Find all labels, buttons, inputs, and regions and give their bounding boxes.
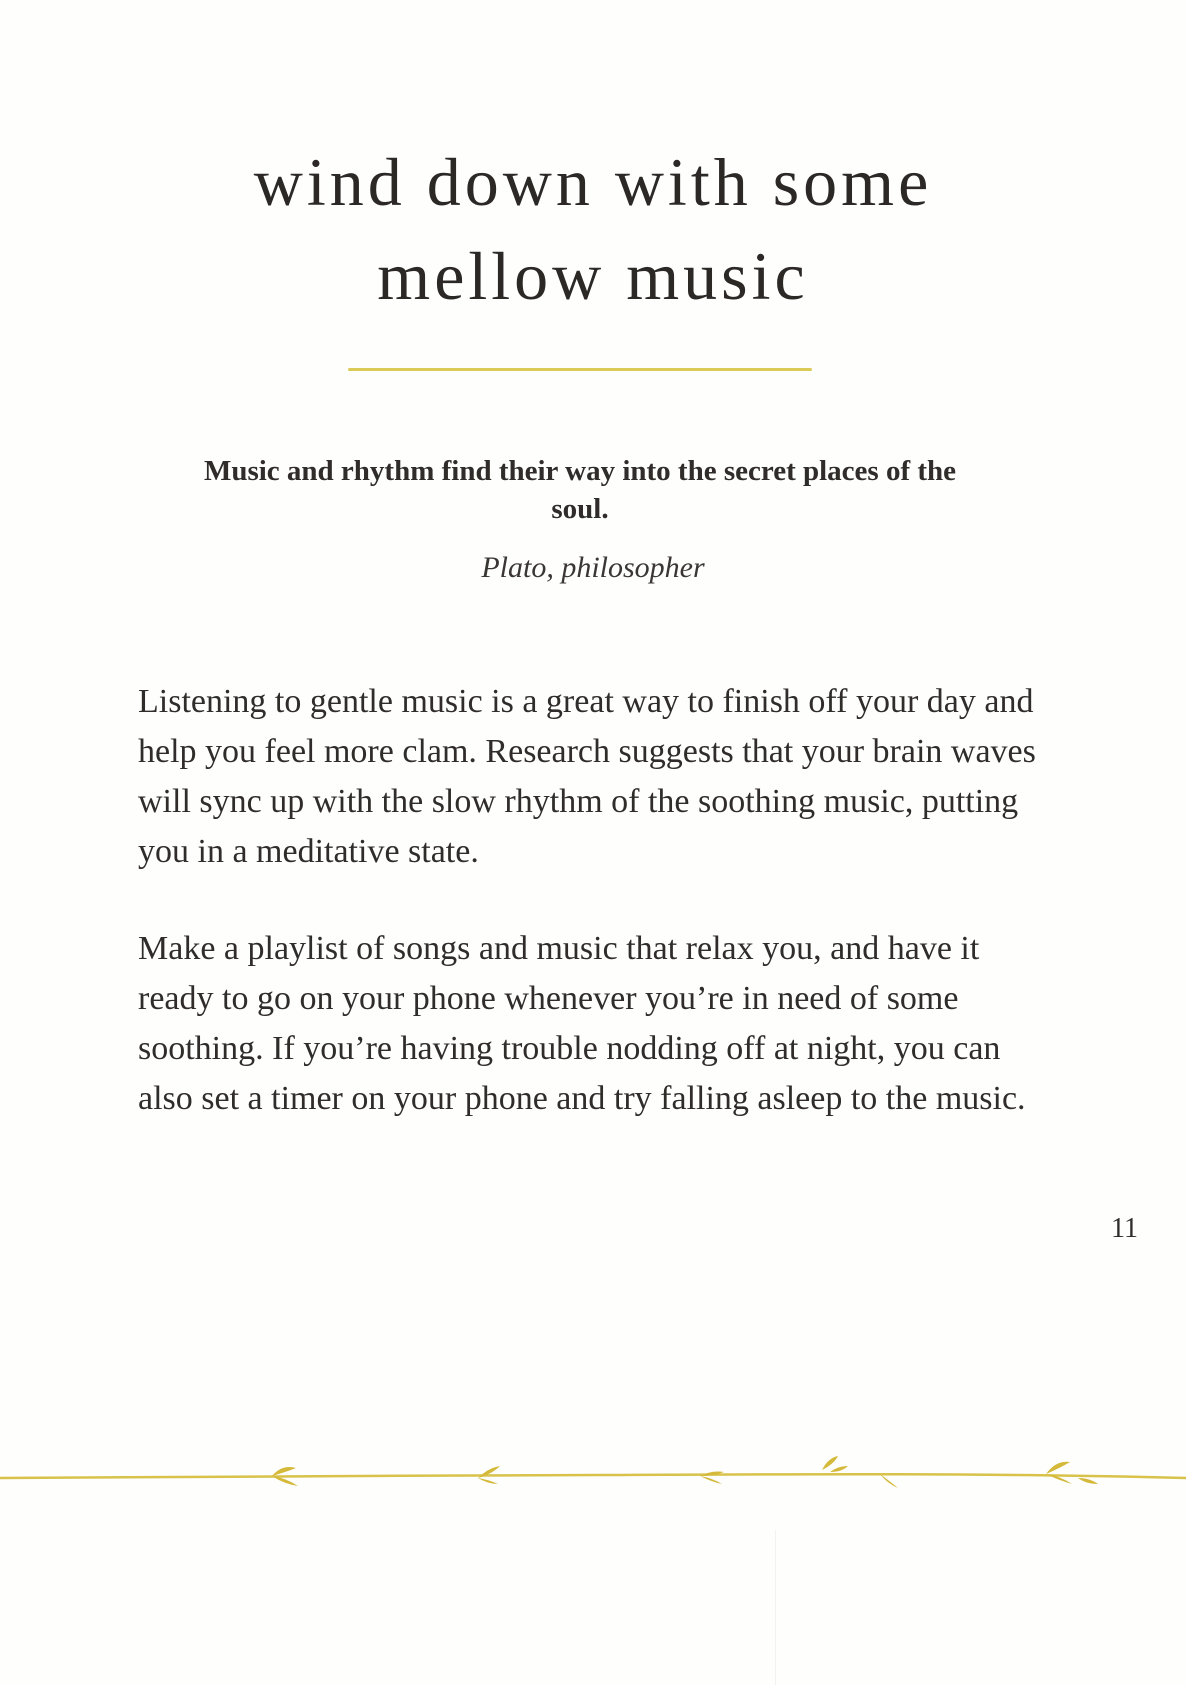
page-title bbox=[0, 135, 1186, 323]
page-title-line-2: mellow music bbox=[377, 238, 809, 314]
page-number: 11 bbox=[1111, 1213, 1138, 1244]
epigraph-attribution: Plato, philosopher bbox=[481, 551, 705, 584]
leaf-vine-icon bbox=[0, 1440, 1186, 1510]
body-paragraph-2: Make a playlist of songs and music that relax you, and have it ready to go on your phone whenever you’re in need of some soothing. If you’re having trouble nodding off at night, you can also set a timer on your phone and try falling asleep to the music. bbox=[138, 930, 1026, 1117]
epigraph-quote: Music and rhythm find their way into the secret places of the soul. bbox=[203, 455, 957, 525]
page-fold bbox=[775, 1530, 776, 1685]
page-title-line-1: wind down with some bbox=[253, 144, 933, 220]
body-paragraph-1: Listening to gentle music is a great way to finish off your day and help you feel more clam. Research suggests that your brain waves will sync up with the slow rhythm of the soothing music, putting you in a meditative state. bbox=[138, 683, 1036, 870]
gold-divider bbox=[348, 368, 812, 371]
